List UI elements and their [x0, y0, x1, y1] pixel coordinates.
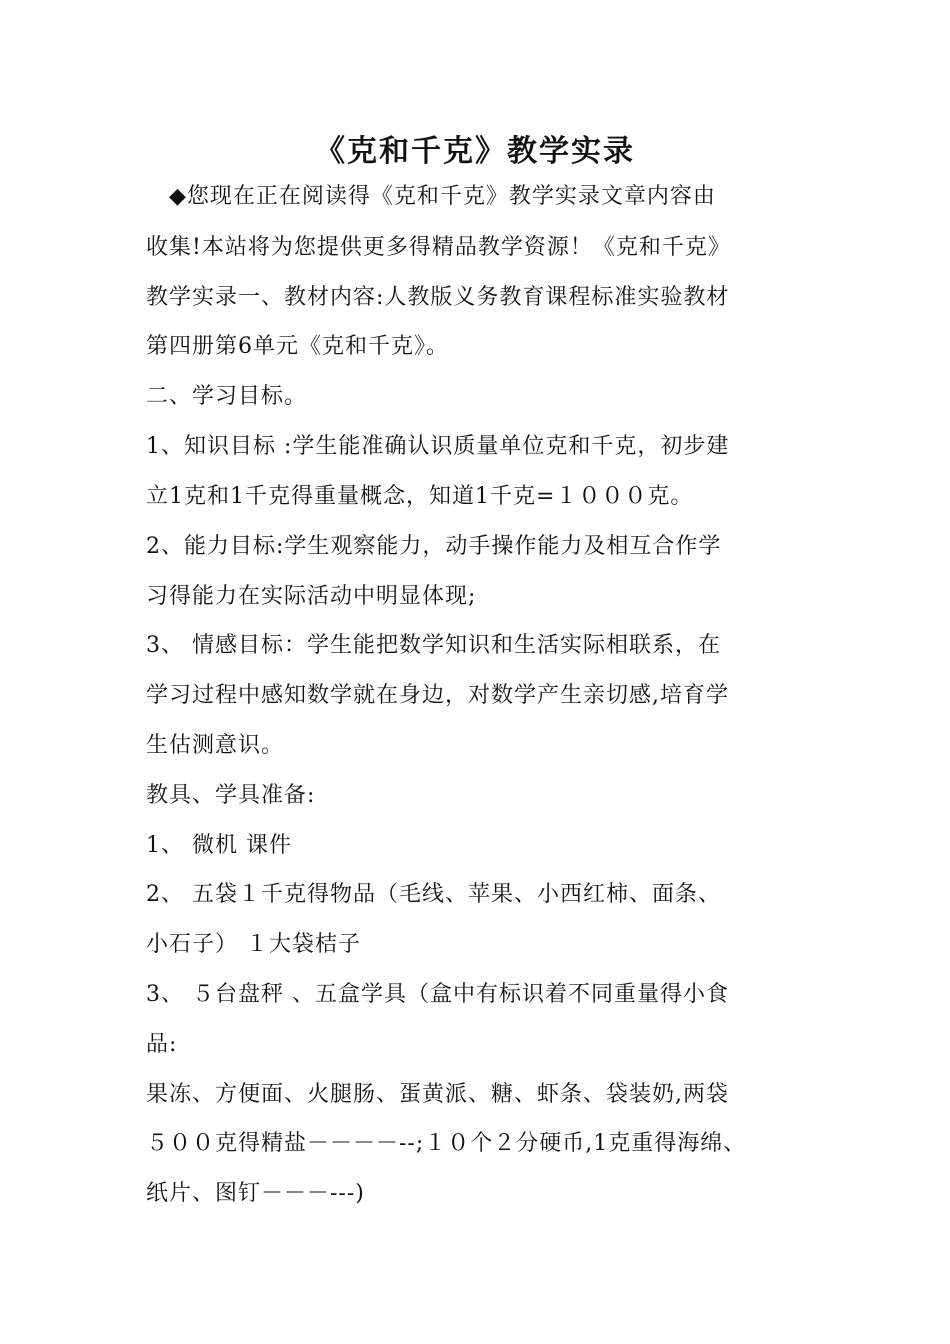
body-line: ５００克得精盐－－－－--;１０个２分硬币,1克重得海绵、 [146, 1131, 747, 1156]
body-line: 生估测意识。 [146, 733, 285, 758]
body-line: 3、 ５台盘秤 、五盒学具（盒中有标识着不同重量得小食 [146, 982, 729, 1007]
body-line: 教学实录一、教材内容:人教版义务教育课程标准实验教材 [146, 285, 730, 310]
body-line: 收集!本站将为您提供更多得精品教学资源！《克和千克》 [146, 235, 731, 260]
body-line: ◆您现在正在阅读得《克和千克》教学实录文章内容由 [146, 184, 716, 209]
body-line: 1、知识目标 :学生能准确认识质量单位克和千克，初步建 [146, 434, 730, 459]
body-line: 果冻、方便面、火腿肠、蛋黄派、糖、虾条、袋装奶,两袋 [146, 1082, 729, 1107]
body-line: 二、学习目标。 [146, 384, 308, 409]
body-line: 2、能力目标:学生观察能力，动手操作能力及相互合作学 [146, 534, 722, 559]
body-line: 2、 五袋１千克得物品（毛线、苹果、小西红柿、面条、 [146, 882, 721, 907]
body-line: 小石子） １大袋桔子 [146, 932, 361, 957]
body-line: 立1克和1千克得重量概念，知道1千克=１０００克。 [146, 484, 694, 509]
body-line: 第四册第6单元《克和千克》。 [146, 334, 449, 359]
body-line: 纸片、图钉－－－---) [146, 1181, 365, 1206]
document-title: 《克和千克》教学实录 [315, 134, 635, 169]
body-line: 教具、学具准备: [146, 783, 316, 808]
body-line: 品: [146, 1032, 178, 1057]
body-line: 学习过程中感知数学就在身边，对数学产生亲切感,培育学 [146, 683, 729, 708]
body-line: 1、 微机 课件 [146, 833, 292, 858]
body-line: 习得能力在实际活动中明显体现; [146, 584, 477, 609]
body-line: 3、 情感目标：学生能把数学知识和生活实际相联系，在 [146, 633, 721, 658]
